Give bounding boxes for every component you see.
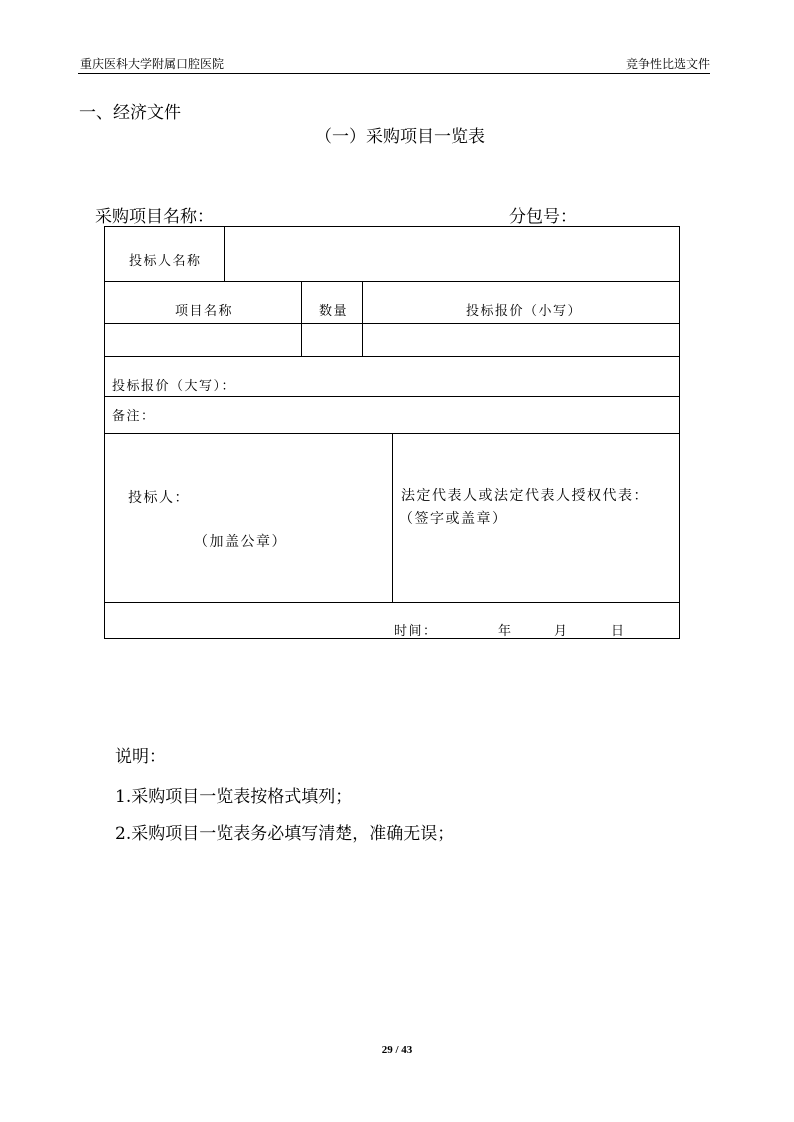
quantity-field[interactable] [302, 324, 361, 355]
item-name-header: 项目名称 [175, 304, 234, 319]
year-label: 年 [498, 624, 513, 639]
table-title: （一）采购项目一览表 [315, 127, 485, 147]
package-number-label: 分包号： [509, 207, 577, 227]
procurement-form-table [104, 226, 680, 639]
bid-price-small-header: 投标报价（小写） [466, 304, 583, 319]
row-divider [105, 396, 680, 397]
section-title: 一、经济文件 [79, 103, 181, 123]
header-divider [78, 73, 710, 74]
month-label: 月 [554, 624, 569, 639]
bid-price-upper-label: 投标报价（大写）： [112, 379, 237, 394]
remarks-label: 备注： [112, 409, 156, 424]
header-organization: 重庆医科大学附属口腔医院 [80, 57, 225, 71]
row-divider [105, 602, 680, 603]
quantity-header: 数量 [319, 304, 349, 319]
project-name-label: 采购项目名称： [95, 207, 214, 227]
legal-representative-label: 法定代表人或法定代表人授权代表： [401, 488, 649, 504]
bid-price-small-field[interactable] [363, 324, 679, 355]
bidder-label: 投标人： [128, 490, 190, 506]
day-label: 日 [611, 624, 626, 639]
note-item: 1.采购项目一览表按格式填列； [115, 787, 353, 807]
note-item: 2.采购项目一览表务必填写清楚，准确无误； [115, 824, 455, 844]
bidder-name-field[interactable] [225, 228, 679, 280]
row-divider [105, 356, 680, 357]
sign-note: （签字或盖章） [399, 511, 508, 527]
header-document-type: 竞争性比选文件 [625, 57, 710, 71]
bidder-name-label: 投标人名称 [129, 254, 202, 269]
time-label: 时间： [394, 624, 438, 639]
notes-title: 说明： [115, 747, 166, 767]
page-number: 29 / 43 [381, 1044, 413, 1056]
row-divider [105, 281, 680, 282]
seal-note: （加盖公章） [194, 534, 287, 550]
item-name-field[interactable] [106, 324, 300, 355]
column-divider [392, 433, 393, 602]
